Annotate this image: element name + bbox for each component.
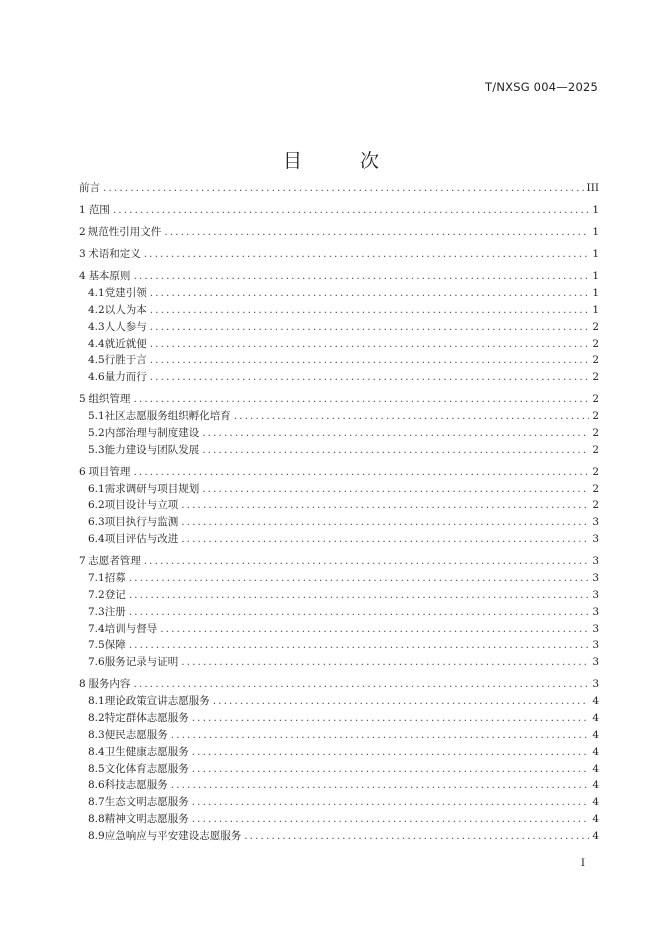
toc-entry[interactable] [79, 369, 599, 386]
toc-entry[interactable] [79, 391, 599, 408]
toc-dot-leader [192, 796, 590, 808]
toc-entry-page: 2 [592, 337, 599, 350]
toc-entry-title: 范围 [88, 204, 110, 217]
toc-entry-number: 8.7 [88, 796, 105, 809]
toc-entry-page: 4 [592, 796, 599, 809]
toc-entry-title: 需求调研与项目规划 [104, 482, 200, 495]
toc-entry-page: 3 [592, 572, 599, 585]
toc-entry-number: 4.4 [88, 337, 105, 350]
toc-dot-leader [150, 338, 590, 350]
toc-dot-leader [133, 678, 589, 690]
toc-entry[interactable] [79, 693, 599, 710]
toc-dot-leader [133, 393, 589, 405]
toc-entry-page: 4 [592, 813, 599, 826]
toc-entry-number: 6 [79, 465, 86, 478]
toc-entry-title: 术语和定义 [88, 248, 141, 261]
toc-entry-page: 3 [592, 656, 599, 669]
toc-entry[interactable] [79, 408, 599, 425]
toc-dot-leader [150, 287, 590, 299]
toc-entry[interactable] [79, 514, 599, 531]
toc-dot-leader [181, 499, 589, 511]
toc-entry-title: 社区志愿服务组织孵化培育 [104, 410, 231, 423]
toc-entry-page: 3 [592, 622, 599, 635]
toc-entry-number: 4 [79, 270, 86, 283]
toc-dot-leader [144, 248, 590, 260]
toc-entry-title: 行胜于言 [104, 354, 147, 367]
toc-dot-leader [213, 695, 590, 707]
toc-entry-title: 生态文明志愿服务 [104, 796, 189, 809]
toc-dot-leader [150, 371, 590, 383]
toc-entry-page: 4 [592, 728, 599, 741]
toc-dot-leader [129, 572, 590, 584]
toc-entry-number: 2 [79, 226, 86, 239]
toc-entry-page: 3 [592, 588, 599, 601]
toc-entry-title: 便民志愿服务 [104, 728, 168, 741]
toc-entry-number: 5.2 [88, 426, 105, 439]
toc-entry-number: 5 [79, 393, 86, 406]
toc-entry-number: 7.6 [88, 656, 105, 669]
toc-entry-page: 2 [592, 371, 599, 384]
toc-dot-leader [171, 729, 590, 741]
toc-dot-leader [202, 427, 589, 439]
toc-entry-page: 2 [592, 482, 599, 495]
toc-dot-leader [202, 483, 589, 495]
toc-entry-title: 应急响应与平安建设志愿服务 [104, 829, 242, 842]
toc-entry-number: 8.4 [88, 745, 105, 758]
toc-dot-leader [150, 304, 590, 316]
toc-entry[interactable] [79, 587, 599, 604]
toc-entry-title: 科技志愿服务 [104, 779, 168, 792]
toc-entry-title: 文化体育志愿服务 [104, 762, 189, 775]
toc-dot-leader [133, 466, 589, 478]
toc-entry-page: 3 [592, 555, 599, 568]
document-code: T/NXSG 004—2025 [485, 80, 598, 94]
toc-dot-leader [192, 763, 590, 775]
toc-entry-page: 2 [592, 393, 599, 406]
toc-entry[interactable] [79, 761, 599, 778]
toc-entry[interactable] [79, 442, 599, 459]
toc-dot-leader [164, 226, 589, 238]
toc-entry-title: 就近就便 [104, 337, 147, 350]
toc-entry-title: 基本原则 [88, 270, 131, 283]
toc-entry-page: 4 [592, 779, 599, 792]
toc-entry-title: 内部治理与制度建设 [104, 426, 200, 439]
toc-entry-page: 4 [592, 745, 599, 758]
toc-entry-number: 5.3 [88, 443, 105, 456]
toc-entry[interactable] [79, 828, 599, 845]
toc-entry-number: 6.3 [88, 516, 105, 529]
toc-entry-title: 卫生健康志愿服务 [104, 745, 189, 758]
toc-entry-page: 1 [592, 270, 599, 283]
table-of-contents [79, 180, 599, 845]
toc-entry-number: 8.1 [88, 695, 105, 708]
toc-entry[interactable] [79, 352, 599, 369]
toc-entry-title: 前言 [79, 182, 100, 194]
toc-entry-title: 组织管理 [88, 393, 131, 406]
toc-entry-page: 1 [592, 303, 599, 316]
toc-entry[interactable] [79, 246, 599, 263]
toc-entry-title: 理论政策宣讲志愿服务 [104, 695, 210, 708]
toc-entry-number: 7.3 [88, 605, 105, 618]
toc-entry[interactable] [79, 727, 599, 744]
toc-entry[interactable] [79, 425, 599, 442]
toc-dot-leader [133, 270, 589, 282]
toc-entry-page: 2 [592, 410, 599, 423]
toc-entry-number: 6.1 [88, 482, 105, 495]
toc-entry-number: 8 [79, 678, 86, 691]
toc-entry-title: 服务记录与证明 [104, 656, 179, 669]
toc-entry[interactable] [79, 604, 599, 621]
toc-entry[interactable] [79, 676, 599, 693]
toc-entry-page: 4 [592, 829, 599, 842]
toc-entry-number: 8.2 [88, 711, 105, 724]
toc-entry-number: 5.1 [88, 410, 105, 423]
toc-entry[interactable] [79, 202, 599, 219]
toc-entry[interactable] [79, 268, 599, 285]
toc-dot-leader [234, 410, 590, 422]
toc-entry-title: 保障 [104, 639, 126, 652]
toc-entry[interactable] [79, 710, 599, 727]
toc-entry-page: 3 [592, 678, 599, 691]
toc-entry[interactable] [79, 180, 599, 197]
toc-entry-title: 服务内容 [88, 678, 131, 691]
toc-entry-title: 项目管理 [88, 465, 131, 478]
toc-entry-number: 4.5 [88, 354, 105, 367]
toc-entry-title: 项目设计与立项 [104, 499, 179, 512]
toc-dot-leader [129, 589, 590, 601]
toc-entry[interactable] [79, 336, 599, 353]
toc-entry-title: 项目评估与改进 [104, 533, 179, 546]
toc-entry-title: 特定群体志愿服务 [104, 711, 189, 724]
toc-dot-leader [192, 746, 590, 758]
toc-entry-title: 招募 [104, 572, 126, 585]
toc-entry-page: 2 [592, 465, 599, 478]
toc-entry-page: 2 [592, 426, 599, 439]
toc-dot-leader [244, 830, 589, 842]
toc-entry-number: 6.4 [88, 533, 105, 546]
toc-entry[interactable] [79, 224, 599, 241]
toc-entry[interactable] [79, 285, 599, 302]
toc-entry-number: 3 [79, 248, 86, 261]
toc-entry-number: 4.2 [88, 303, 105, 316]
toc-entry-number: 7.2 [88, 588, 105, 601]
page-number: I [580, 857, 585, 869]
toc-entry-page: 1 [592, 204, 599, 217]
toc-entry-number: 8.9 [88, 829, 105, 842]
toc-dot-leader [103, 182, 584, 194]
toc-dot-leader [113, 204, 589, 216]
toc-entry-title: 党建引领 [104, 286, 147, 299]
toc-entry-page: 2 [592, 443, 599, 456]
toc-dot-leader [150, 321, 590, 333]
toc-entry[interactable] [79, 621, 599, 638]
toc-entry-number: 4.6 [88, 371, 105, 384]
toc-entry-page: III [586, 182, 599, 194]
toc-dot-leader [192, 712, 590, 724]
page-title: 目 次 [282, 149, 406, 172]
toc-entry-page: 3 [592, 533, 599, 546]
toc-entry-title: 项目执行与监测 [104, 516, 179, 529]
toc-entry-title: 规范性引用文件 [87, 226, 162, 239]
toc-entry-number: 8.8 [88, 813, 105, 826]
toc-entry-number: 8.6 [88, 779, 105, 792]
toc-entry[interactable] [79, 497, 599, 514]
toc-entry[interactable] [79, 553, 599, 570]
toc-entry-title: 量力而行 [104, 371, 147, 384]
toc-dot-leader [181, 656, 589, 668]
toc-dot-leader [150, 354, 590, 366]
toc-entry[interactable] [79, 464, 599, 481]
toc-entry-page: 2 [592, 499, 599, 512]
toc-dot-leader [192, 813, 590, 825]
toc-entry-number: 8.5 [88, 762, 105, 775]
toc-entry-page: 4 [592, 762, 599, 775]
toc-dot-leader [181, 533, 589, 545]
toc-entry-number: 7.4 [88, 622, 105, 635]
toc-entry-page: 1 [592, 248, 599, 261]
toc-dot-leader [129, 639, 590, 651]
toc-entry-title: 登记 [104, 588, 126, 601]
toc-entry[interactable] [79, 570, 599, 587]
toc-entry[interactable] [79, 319, 599, 336]
toc-entry[interactable] [79, 531, 599, 548]
toc-dot-leader [144, 555, 590, 567]
toc-entry[interactable] [79, 811, 599, 828]
toc-entry[interactable] [79, 794, 599, 811]
toc-entry-number: 7.5 [88, 639, 105, 652]
toc-entry-page: 4 [592, 711, 599, 724]
toc-entry-title: 精神文明志愿服务 [104, 813, 189, 826]
toc-entry[interactable] [79, 744, 599, 761]
toc-entry-title: 培训与督导 [104, 622, 158, 635]
toc-entry-page: 3 [592, 639, 599, 652]
toc-entry-page: 2 [592, 320, 599, 333]
toc-entry-page: 3 [592, 516, 599, 529]
toc-entry-title: 人人参与 [104, 320, 147, 333]
toc-entry-number: 4.1 [88, 286, 105, 299]
toc-entry-title: 以人为本 [104, 303, 147, 316]
toc-dot-leader [129, 606, 590, 618]
toc-entry-title: 志愿者管理 [88, 555, 141, 568]
toc-entry-number: 8.3 [88, 728, 105, 741]
toc-entry-title: 注册 [104, 605, 126, 618]
toc-entry-number: 6.2 [88, 499, 105, 512]
toc-entry-page: 1 [592, 226, 599, 239]
toc-entry[interactable] [79, 637, 599, 654]
toc-entry-number: 1 [79, 204, 86, 217]
toc-entry-number: 7 [79, 555, 86, 568]
toc-entry-title: 能力建设与团队发展 [104, 443, 200, 456]
toc-entry-page: 1 [592, 286, 599, 299]
toc-entry-page: 4 [592, 695, 599, 708]
toc-entry-number: 7.1 [88, 572, 105, 585]
toc-dot-leader [181, 516, 589, 528]
toc-dot-leader [202, 444, 589, 456]
toc-entry-page: 2 [592, 354, 599, 367]
toc-entry-page: 3 [592, 605, 599, 618]
toc-dot-leader [171, 779, 590, 791]
toc-entry[interactable] [79, 481, 599, 498]
toc-entry[interactable] [79, 302, 599, 319]
toc-entry[interactable] [79, 777, 599, 794]
toc-entry-number: 4.3 [88, 320, 105, 333]
toc-entry[interactable] [79, 654, 599, 671]
toc-dot-leader [160, 623, 589, 635]
